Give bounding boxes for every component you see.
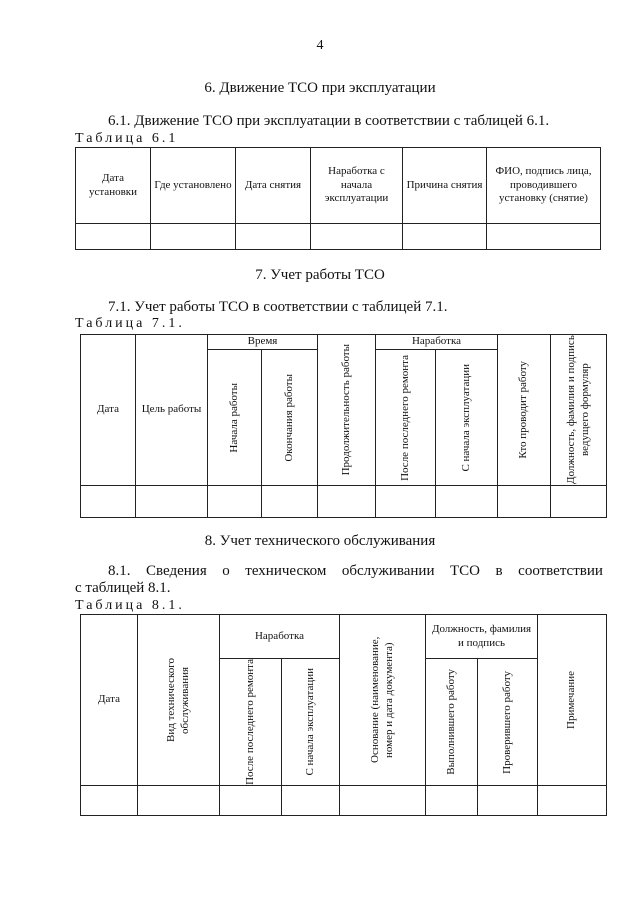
header-after-repair: После последнего ремонта <box>220 659 282 786</box>
header-position-signature: Должность, фамилия и подпись ведущего формуляр <box>551 335 607 486</box>
header-duration: Продолжительность работы <box>318 335 376 486</box>
table-7-1 <box>80 334 607 518</box>
table-7-1-caption: Таблица 7.1. <box>75 316 185 331</box>
table-7-1-header-row <box>81 335 607 350</box>
header-install-place: Где установлено <box>151 148 236 224</box>
table-8-1-caption: Таблица 8.1. <box>75 598 185 613</box>
header-since-start: С начала эксплуатации <box>436 350 498 486</box>
section-8-heading: 8. Учет технического обслуживания <box>204 533 436 549</box>
header-removal-reason: Причина снятия <box>403 148 487 224</box>
table-row <box>81 486 607 518</box>
table-row <box>76 224 601 250</box>
header-install-date: Дата установки <box>76 148 151 224</box>
header-after-repair: После последнего ремонта <box>376 350 436 486</box>
header-maintenance-type: Вид технического обслуживания <box>138 615 220 786</box>
section-6-heading: 6. Движение ТСО при эксплуатации <box>204 80 436 96</box>
table-6-1-header-row <box>76 148 601 224</box>
header-removal-date: Дата снятия <box>236 148 311 224</box>
header-responsible-person: ФИО, подпись лица, проводившего установку (снятие) <box>487 148 601 224</box>
table-6-1 <box>75 147 601 250</box>
header-checked-by: Проверившего работу <box>478 659 538 786</box>
table-8-1-header-row <box>81 615 607 659</box>
header-date: Дата <box>81 615 138 786</box>
header-basis-document: Основание (наименование, номер и дата документа) <box>340 615 426 786</box>
section-6-paragraph: 6.1. Движение ТСО при эксплуатации в соответствии с таблицей 6.1. <box>108 113 550 129</box>
header-purpose: Цель работы <box>136 335 208 486</box>
header-runtime-group: Наработка <box>220 615 340 659</box>
header-start-time: Начала работы <box>208 350 262 486</box>
header-runtime-group: Наработка <box>376 335 498 350</box>
header-end-time: Окончания работы <box>262 350 318 486</box>
header-since-start: С начала эксплуатации <box>282 659 340 786</box>
header-note: Примечание <box>538 615 607 786</box>
header-operator: Кто проводит работу <box>498 335 551 486</box>
section-8-paragraph: 8.1. Сведения о техническом обслуживании ТСО в соответствии с таблицей 8.1. <box>75 563 603 596</box>
header-signature-group: Должность, фамилия и подпись <box>426 615 538 659</box>
section-7-paragraph: 7.1. Учет работы ТСО в соответствии с таблицей 7.1. <box>108 299 448 315</box>
header-date: Дата <box>81 335 136 486</box>
header-performed-by: Выполнившего работу <box>426 659 478 786</box>
page-number: 4 <box>316 38 324 53</box>
header-time-group: Время <box>208 335 318 350</box>
header-runtime-total: Наработка с начала эксплуатации <box>311 148 403 224</box>
table-6-1-caption: Таблица 6.1 <box>75 131 179 146</box>
table-8-1 <box>80 614 607 816</box>
table-row <box>81 785 607 815</box>
section-7-heading: 7. Учет работы ТСО <box>255 267 385 283</box>
